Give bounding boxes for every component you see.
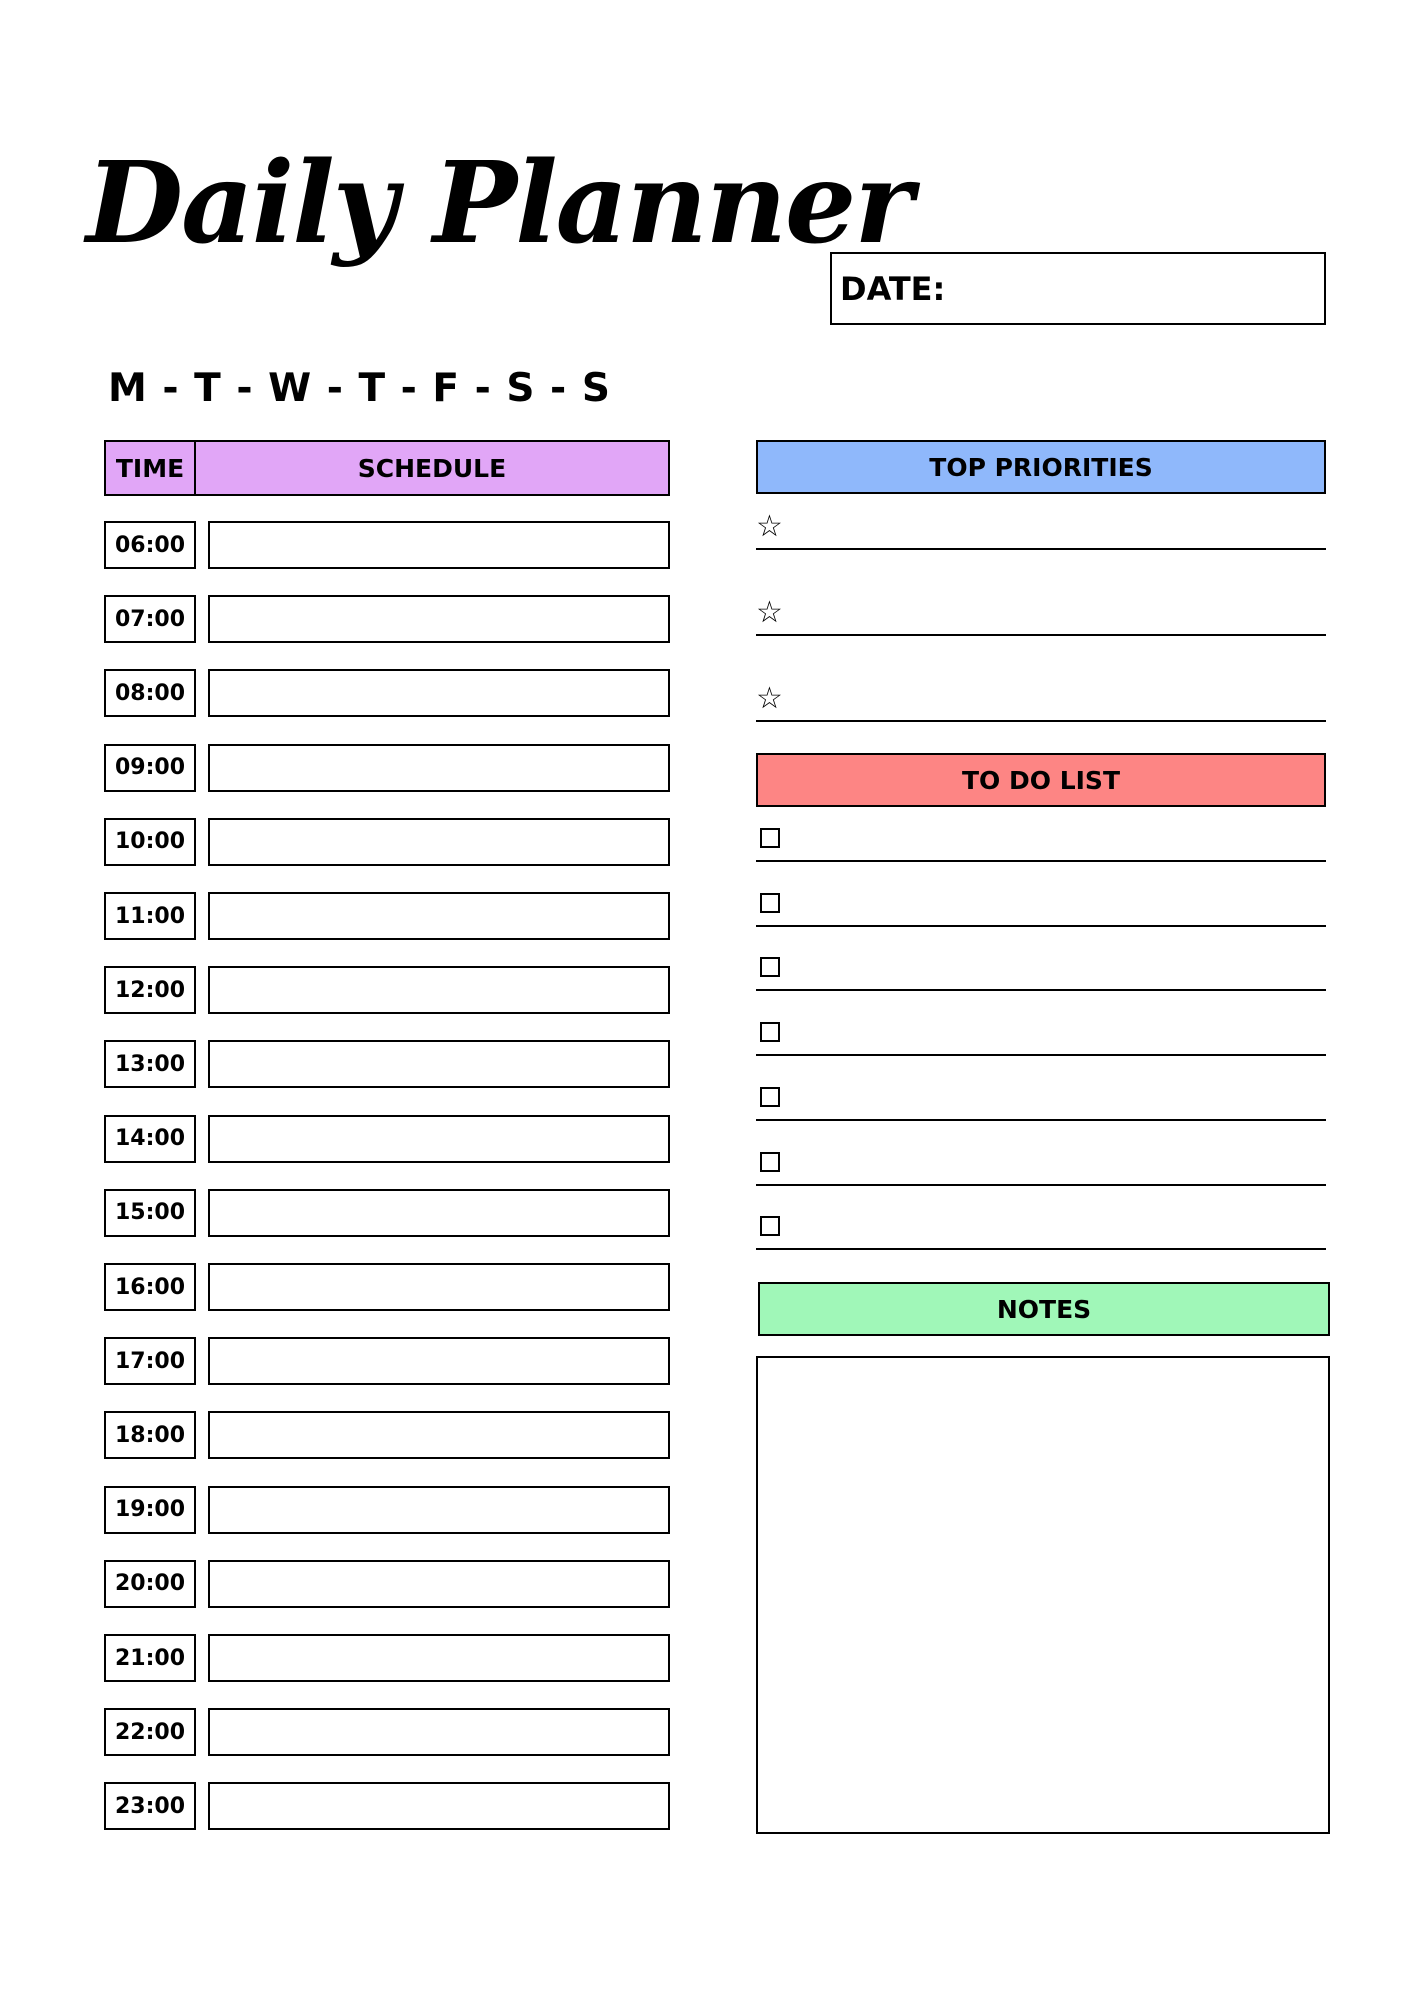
time-slot-label: 20:00: [104, 1560, 196, 1608]
time-column-header: TIME: [106, 442, 196, 494]
time-slot-label: 22:00: [104, 1708, 196, 1756]
schedule-entry-field[interactable]: [208, 1115, 670, 1163]
date-field[interactable]: [830, 252, 1326, 325]
time-slot-label: 18:00: [104, 1411, 196, 1459]
time-slot-label: 10:00: [104, 818, 196, 866]
time-slot-label: 07:00: [104, 595, 196, 643]
schedule-entry-field[interactable]: [208, 1337, 670, 1385]
schedule-entry-field[interactable]: [208, 744, 670, 792]
todo-entry-line[interactable]: [756, 860, 1326, 862]
todo-entry-line[interactable]: [756, 1054, 1326, 1056]
time-slot-label: 17:00: [104, 1337, 196, 1385]
time-slot-label: 14:00: [104, 1115, 196, 1163]
time-slot-label: 13:00: [104, 1040, 196, 1088]
star-outline-icon: ☆: [756, 681, 783, 716]
checkbox-icon[interactable]: [760, 828, 780, 848]
checkbox-icon[interactable]: [760, 1087, 780, 1107]
schedule-entry-field[interactable]: [208, 1634, 670, 1682]
schedule-entry-field[interactable]: [208, 1040, 670, 1088]
time-slot-label: 08:00: [104, 669, 196, 717]
schedule-entry-field[interactable]: [208, 1263, 670, 1311]
checkbox-icon[interactable]: [760, 893, 780, 913]
schedule-entry-field[interactable]: [208, 1782, 670, 1830]
time-slot-label: 06:00: [104, 521, 196, 569]
page-title: Daily Planner: [86, 138, 912, 269]
checkbox-icon[interactable]: [760, 957, 780, 977]
schedule-entry-field[interactable]: [208, 595, 670, 643]
todo-entry-line[interactable]: [756, 925, 1326, 927]
time-slot-label: 16:00: [104, 1263, 196, 1311]
priority-entry-line[interactable]: [756, 720, 1326, 722]
schedule-column-header: SCHEDULE: [357, 453, 507, 483]
todo-entry-line[interactable]: [756, 1119, 1326, 1121]
date-label: DATE:: [840, 270, 946, 308]
checkbox-icon[interactable]: [760, 1216, 780, 1236]
weekday-selector[interactable]: M - T - W - T - F - S - S: [108, 366, 611, 411]
schedule-entry-field[interactable]: [208, 966, 670, 1014]
time-slot-label: 23:00: [104, 1782, 196, 1830]
schedule-entry-field[interactable]: [208, 818, 670, 866]
priority-entry-line[interactable]: [756, 548, 1326, 550]
checkbox-icon[interactable]: [760, 1152, 780, 1172]
star-outline-icon: ☆: [756, 509, 783, 544]
time-slot-label: 15:00: [104, 1189, 196, 1237]
todo-entry-line[interactable]: [756, 1184, 1326, 1186]
schedule-entry-field[interactable]: [208, 1486, 670, 1534]
notes-area[interactable]: [756, 1356, 1330, 1834]
schedule-entry-field[interactable]: [208, 1560, 670, 1608]
time-slot-label: 09:00: [104, 744, 196, 792]
schedule-entry-field[interactable]: [208, 1411, 670, 1459]
schedule-entry-field[interactable]: [208, 1708, 670, 1756]
top-priorities-header: TOP PRIORITIES: [756, 440, 1326, 494]
priority-entry-line[interactable]: [756, 634, 1326, 636]
time-slot-label: 19:00: [104, 1486, 196, 1534]
todo-list-header: TO DO LIST: [756, 753, 1326, 807]
time-slot-label: 11:00: [104, 892, 196, 940]
todo-entry-line[interactable]: [756, 989, 1326, 991]
star-outline-icon: ☆: [756, 595, 783, 630]
notes-header: NOTES: [758, 1282, 1330, 1336]
schedule-entry-field[interactable]: [208, 892, 670, 940]
checkbox-icon[interactable]: [760, 1022, 780, 1042]
schedule-entry-field[interactable]: [208, 521, 670, 569]
todo-entry-line[interactable]: [756, 1248, 1326, 1250]
schedule-header: [104, 440, 670, 496]
schedule-entry-field[interactable]: [208, 669, 670, 717]
time-slot-label: 21:00: [104, 1634, 196, 1682]
time-slot-label: 12:00: [104, 966, 196, 1014]
schedule-entry-field[interactable]: [208, 1189, 670, 1237]
